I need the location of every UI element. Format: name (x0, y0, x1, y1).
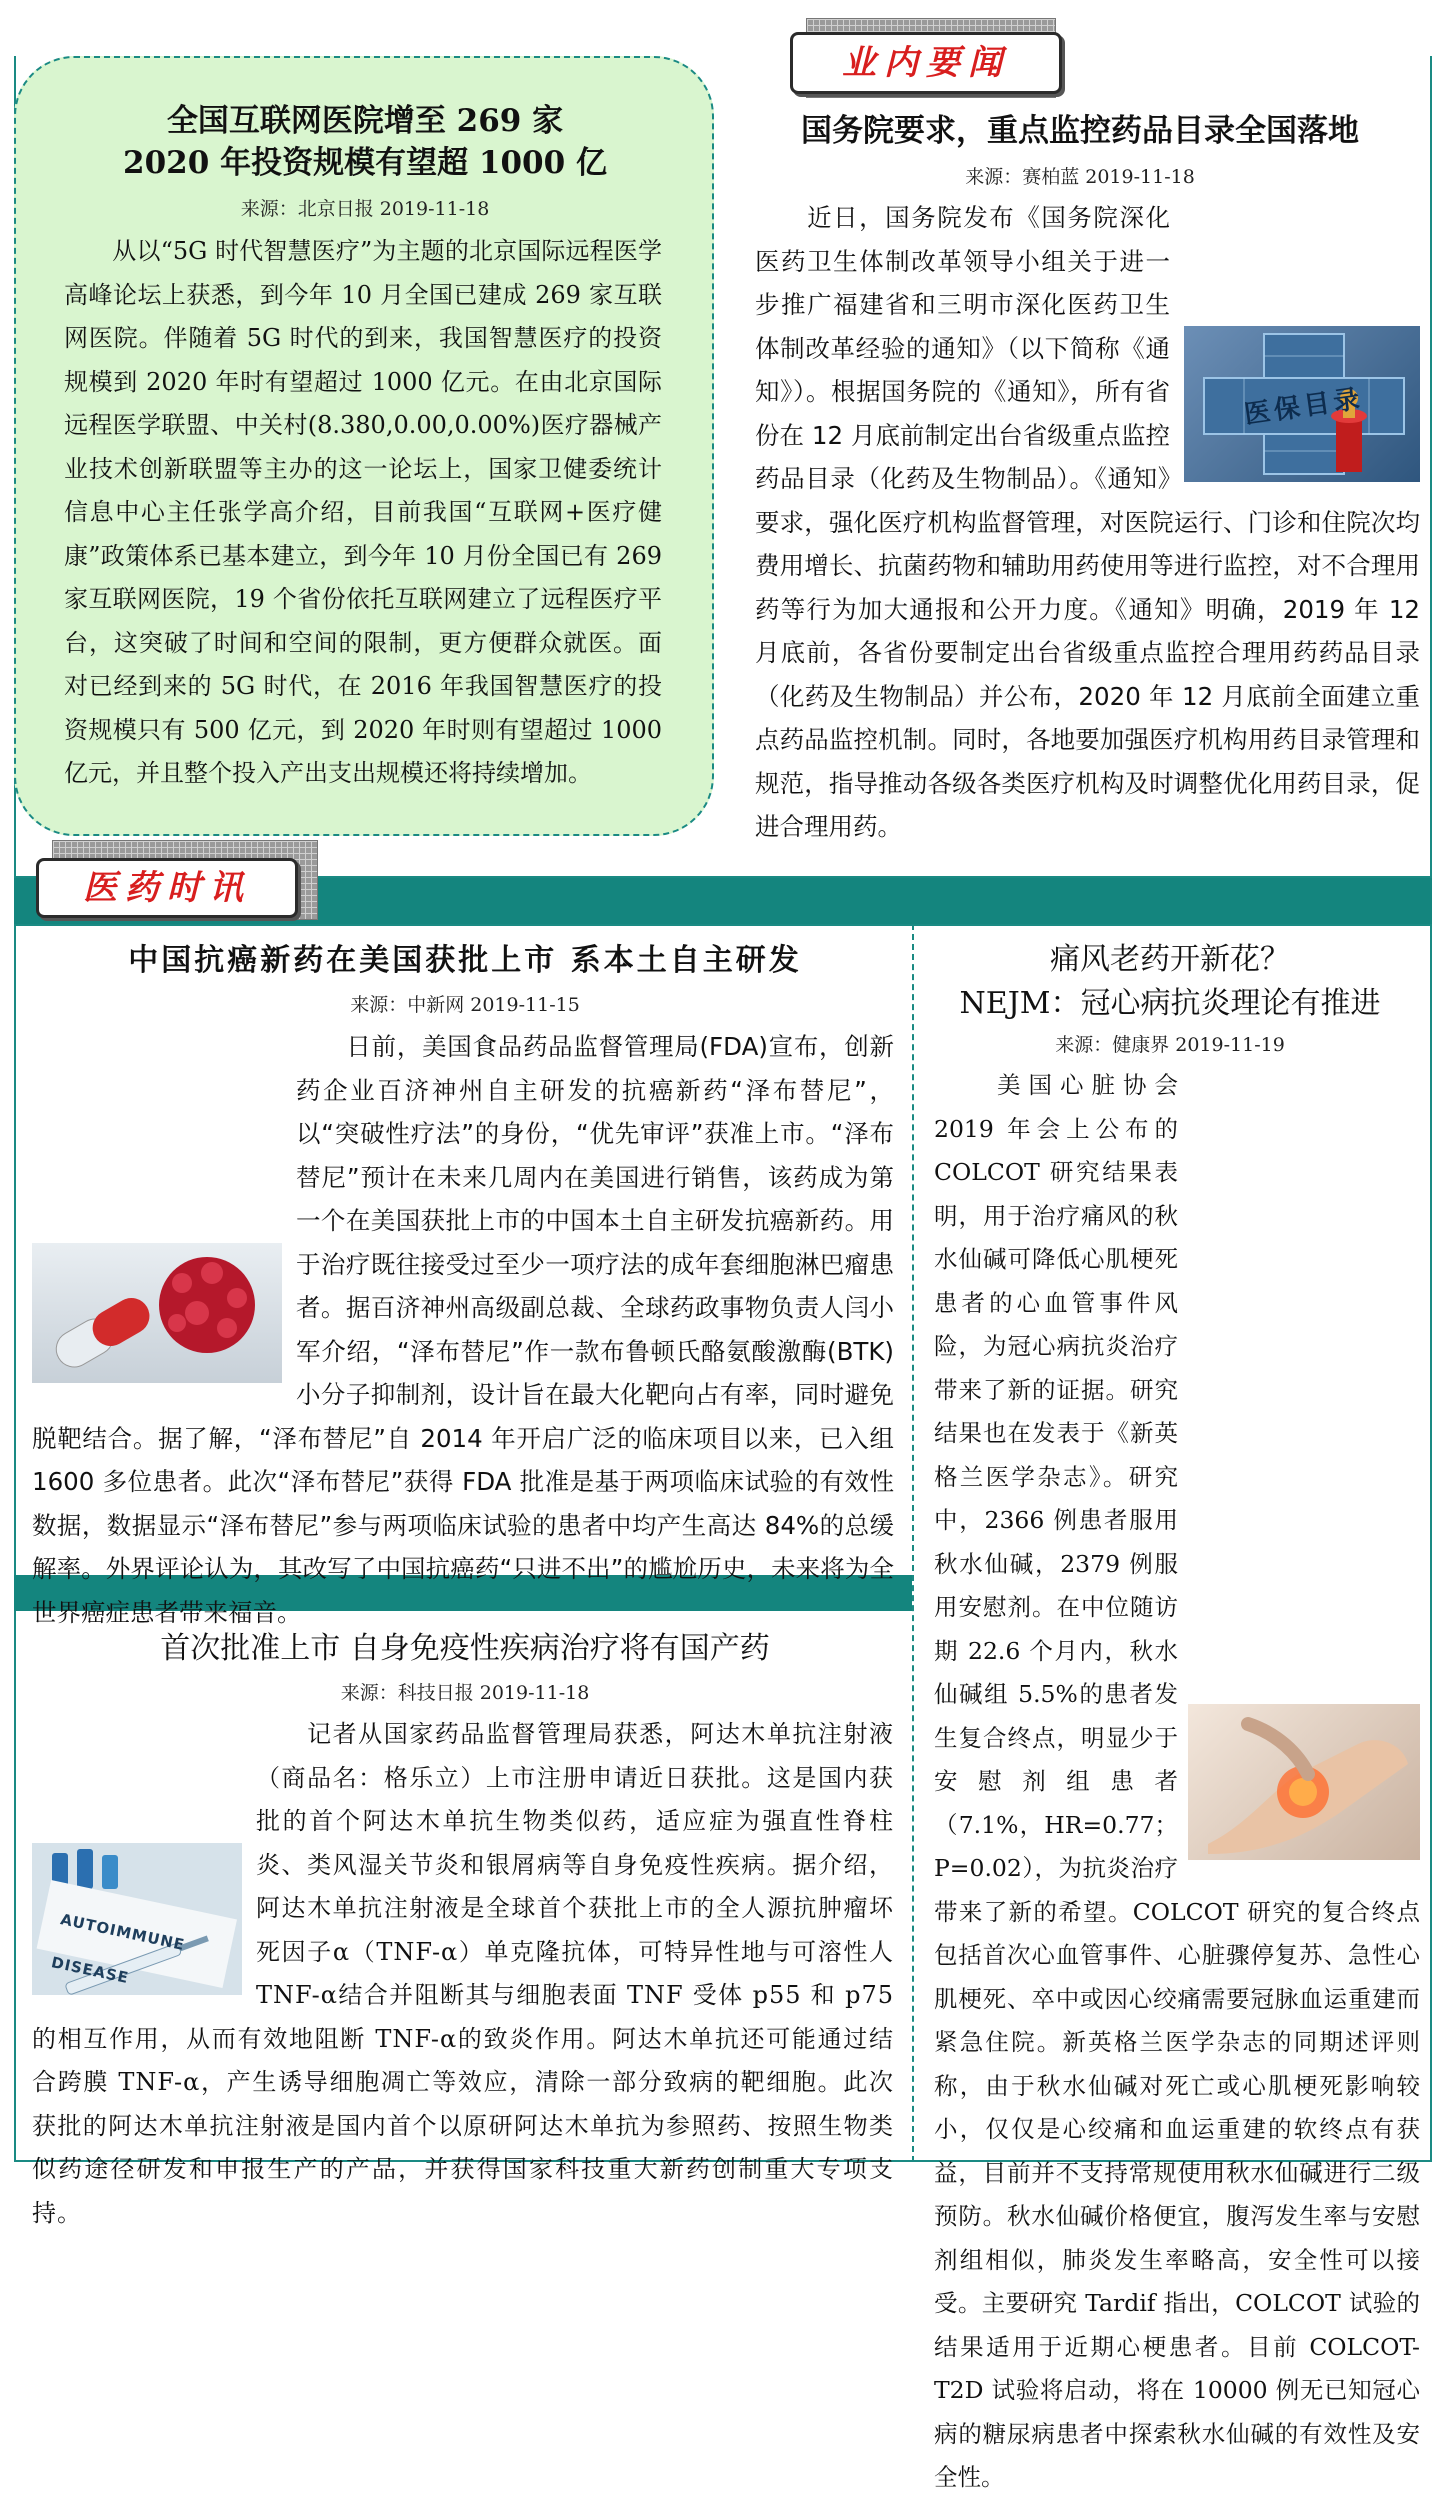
article-drug-monitoring-title: 国务院要求，重点监控药品目录全国落地 (801, 113, 1359, 149)
article-anticancer-body (32, 1025, 894, 1634)
gout-drug-text: 美国心脏协会 2019 年会上公布的 COLCOT 研究结果表明，用于治疗痛风的秋水仙碱可降低心肌梗死患者的心血管事件风险，为冠心病抗炎治疗带来了新的证据。研究结果也在发表于《新英格兰医学杂志》。研究中，2366 例患者服用秋水仙碱，2379 例服用安慰剂。在中位随访期 22.6 个月内，秋水仙碱组 5.5%的患者发生复合终点，明显少于安慰剂组患者（7.1%，HR=0.77；P=0.02），为抗炎治疗带来了新的希望。COLCOT 研究的复合终点包括首次心血管事件、心脏骤停复苏、急性心肌梗死、卒中或因心绞痛需要冠脉血运重建而紧急住院。新英格兰医学杂志的同期述评则称，由于秋水仙碱对死亡或心肌梗死影响较小，仅仅是心绞痛和血运重建的软终点有获益，目前并不支持常规使用秋水仙碱进行二级预防。秋水仙碱价格便宜，腹泻发生率与安慰剂组相似，肺炎发生率略高，安全性可以接受。主要研究 Tardif 指出，COLCOT 试验的结果适用于近期心梗患者。目前 COLCOT-T2D 试验将启动，将在 10000 例无已知冠心病的糖尿病患者中探索秋水仙碱的有效性及安全性。 (934, 1071, 1420, 2491)
title-line-2: 2020 年投资规模有望超 1000 亿 (123, 145, 607, 181)
autoimmune-text: 记者从国家药品监督管理局获悉，阿达木单抗注射液（商品名：格乐立）上市注册申请近日获批。这是国内获批的首个阿达木单抗生物类似药，适应症为强直性脊柱炎、类风湿关节炎和银屑病等自身免疫性疾病。据介绍，阿达木单抗注射液是全球首个获批上市的全人源抗肿瘤坏死因子α（TNF-α）单克隆抗体，可特异性地与可溶性人 TNF-α结合并阻断其与细胞表面 TNF 受体 p55 和 p75 的相互作用，从而有效地阻断 TNF-α的致炎作用。阿达木单抗还可能通过结合跨膜 TNF-α，产生诱导细胞凋亡等效应，清除一部分致病的靶细胞。此次获批的阿达木单抗注射液是国内首个以原研阿达木单抗为参照药、按照生物类似药途径研发和申报生产的产品，并获得国家科技重大新药创制重大专项支持。 (32, 1720, 894, 2227)
article-anticancer-source: 来源：中新网 2019-11-15 (350, 994, 580, 1016)
capsule-icon (32, 1243, 282, 1383)
title-line-1: 全国互联网医院增至 269 家 (166, 103, 564, 139)
article-autoimmune-title: 首次批准上市 自身免疫性疾病治疗将有国产药 (160, 1631, 770, 1666)
anticancer-text: 日前，美国食品药品监督管理局(FDA)宣布，创新药企业百济神州自主研发的抗癌新药“泽布替尼”，以“突破性疗法”的身份，“优先审评”获准上市。“泽布替尼”预计在未来几周内在美国进行销售，该药成为第一个在美国获批上市的中国本土自主研发抗癌新药。用于治疗既往接受过至少一项疗法的成年套细胞淋巴瘤患者。据百济神州高级副总裁、全球药政事物负责人闫小军介绍，“泽布替尼”作一款布鲁顿氏酪氨酸激酶(BTK)小分子抑制剂，设计旨在最大化靶向占有率，同时避免脱靶结合。据了解，“泽布替尼”自 2014 年开启广泛的临床项目以来，已入组 1600 多位患者。此次“泽布替尼”获得 FDA 批准是基于两项临床试验的有效性数据，数据显示“泽布替尼”参与两项临床试验的患者中均产生高达 84%的总缓解率。外界评论认为，其改写了中国抗癌药“只进不出”的尴尬历史，未来将为全世界癌症患者带来福音。 (32, 1032, 894, 1627)
medical-news-tab (30, 840, 330, 926)
gout-title-line-2: NEJM：冠心病抗炎理论有推进 (959, 986, 1381, 1021)
article-gout-drug-body (934, 1064, 1420, 2500)
medical-news-label: 医药时讯 (36, 858, 298, 918)
article-internet-hospitals-body: 从以“5G 时代智慧医疗”为主题的北京国际远程医学高峰论坛上获悉，到今年 10 月全国已建成 269 家互联网医院。伴随着 5G 时代的到来，我国智慧医疗的投资规模到 2020 年时有望超过 1000 亿元。在由北京国际远程医学联盟、中关村(8.380,0.00,0.00%)医疗器械产业技术创新联盟等主办的这一论坛上，国家卫健委统计信息中心主任张学高介绍，目前我国“互联网+医疗健康”政策体系已基本建立，到今年 10 月份全国已有 269 家互联网医院，19 个省份依托互联网建立了远程医疗平台，这突破了时间和空间的限制，更方便群众就医。面对已经到来的 5G 时代，在 2016 年我国智慧医疗的投资规模只有 500 亿元，到 2020 年时则有望超过 1000 亿元，并且整个投入产出支出规模还将持续增加。 (64, 237, 662, 787)
knee-pain-image (1188, 1704, 1420, 1860)
article-autoimmune-source: 来源：科技日报 2019-11-18 (340, 1682, 590, 1704)
article-internet-hospitals-source: 来源：北京日报 2019-11-18 (240, 198, 490, 220)
cross-image-text: 医保目录 (1242, 383, 1366, 431)
gout-title-line-1: 痛风老药开新花？ (1050, 942, 1290, 977)
knee-icon (1188, 1704, 1420, 1860)
article-gout-drug-source: 来源：健康界 2019-11-19 (1055, 1034, 1285, 1056)
drug-monitoring-text: 近日，国务院发布《国务院深化医药卫生体制改革领导小组关于进一步推广福建省和三明市深化医药卫生体制改革经验的通知》（以下简称《通知》）。根据国务院的《通知》，所有省份在 12 月底前制定出台省级重点监控药品目录（化药及生物制品）。《通知》要求，强化医疗机构监督管理，对医院运行、门诊和住院次均费用增长、抗菌药物和辅助用药使用等进行监控，对不合理用药等行为加大通报和公开力度。《通知》明确，2019 年 12 月底前，各省份要制定出台省级重点监控合理用药药品目录（化药及生物制品）并公布，2020 年 12 月底前全面建立重点药品监控机制。同时，各地要加强医疗机构用药目录管理和规范，指导推动各级各类医疗机构及时调整优化用药目录，促进合理用药。 (755, 203, 1420, 841)
article-drug-monitoring-body (755, 196, 1420, 849)
article-gout-drug-title (920, 938, 1420, 1026)
capsule-virus-image (32, 1243, 282, 1383)
article-anticancer-title: 中国抗癌新药在美国获批上市 系本土自主研发 (128, 943, 802, 978)
industry-news-label: 业内要闻 (790, 32, 1062, 94)
industry-news-tab (790, 12, 1060, 102)
autoimmune-disease-image (32, 1843, 242, 1995)
article-drug-monitoring-source: 来源：赛柏蓝 2019-11-18 (965, 166, 1195, 188)
article-internet-hospitals-title (40, 100, 690, 184)
article-autoimmune-body (32, 1713, 894, 2235)
column-divider (912, 924, 914, 2162)
autoimmune-image-text: AUTOIMMUNE DISEASE (49, 1910, 187, 1987)
medical-insurance-cross-image (1184, 326, 1420, 482)
